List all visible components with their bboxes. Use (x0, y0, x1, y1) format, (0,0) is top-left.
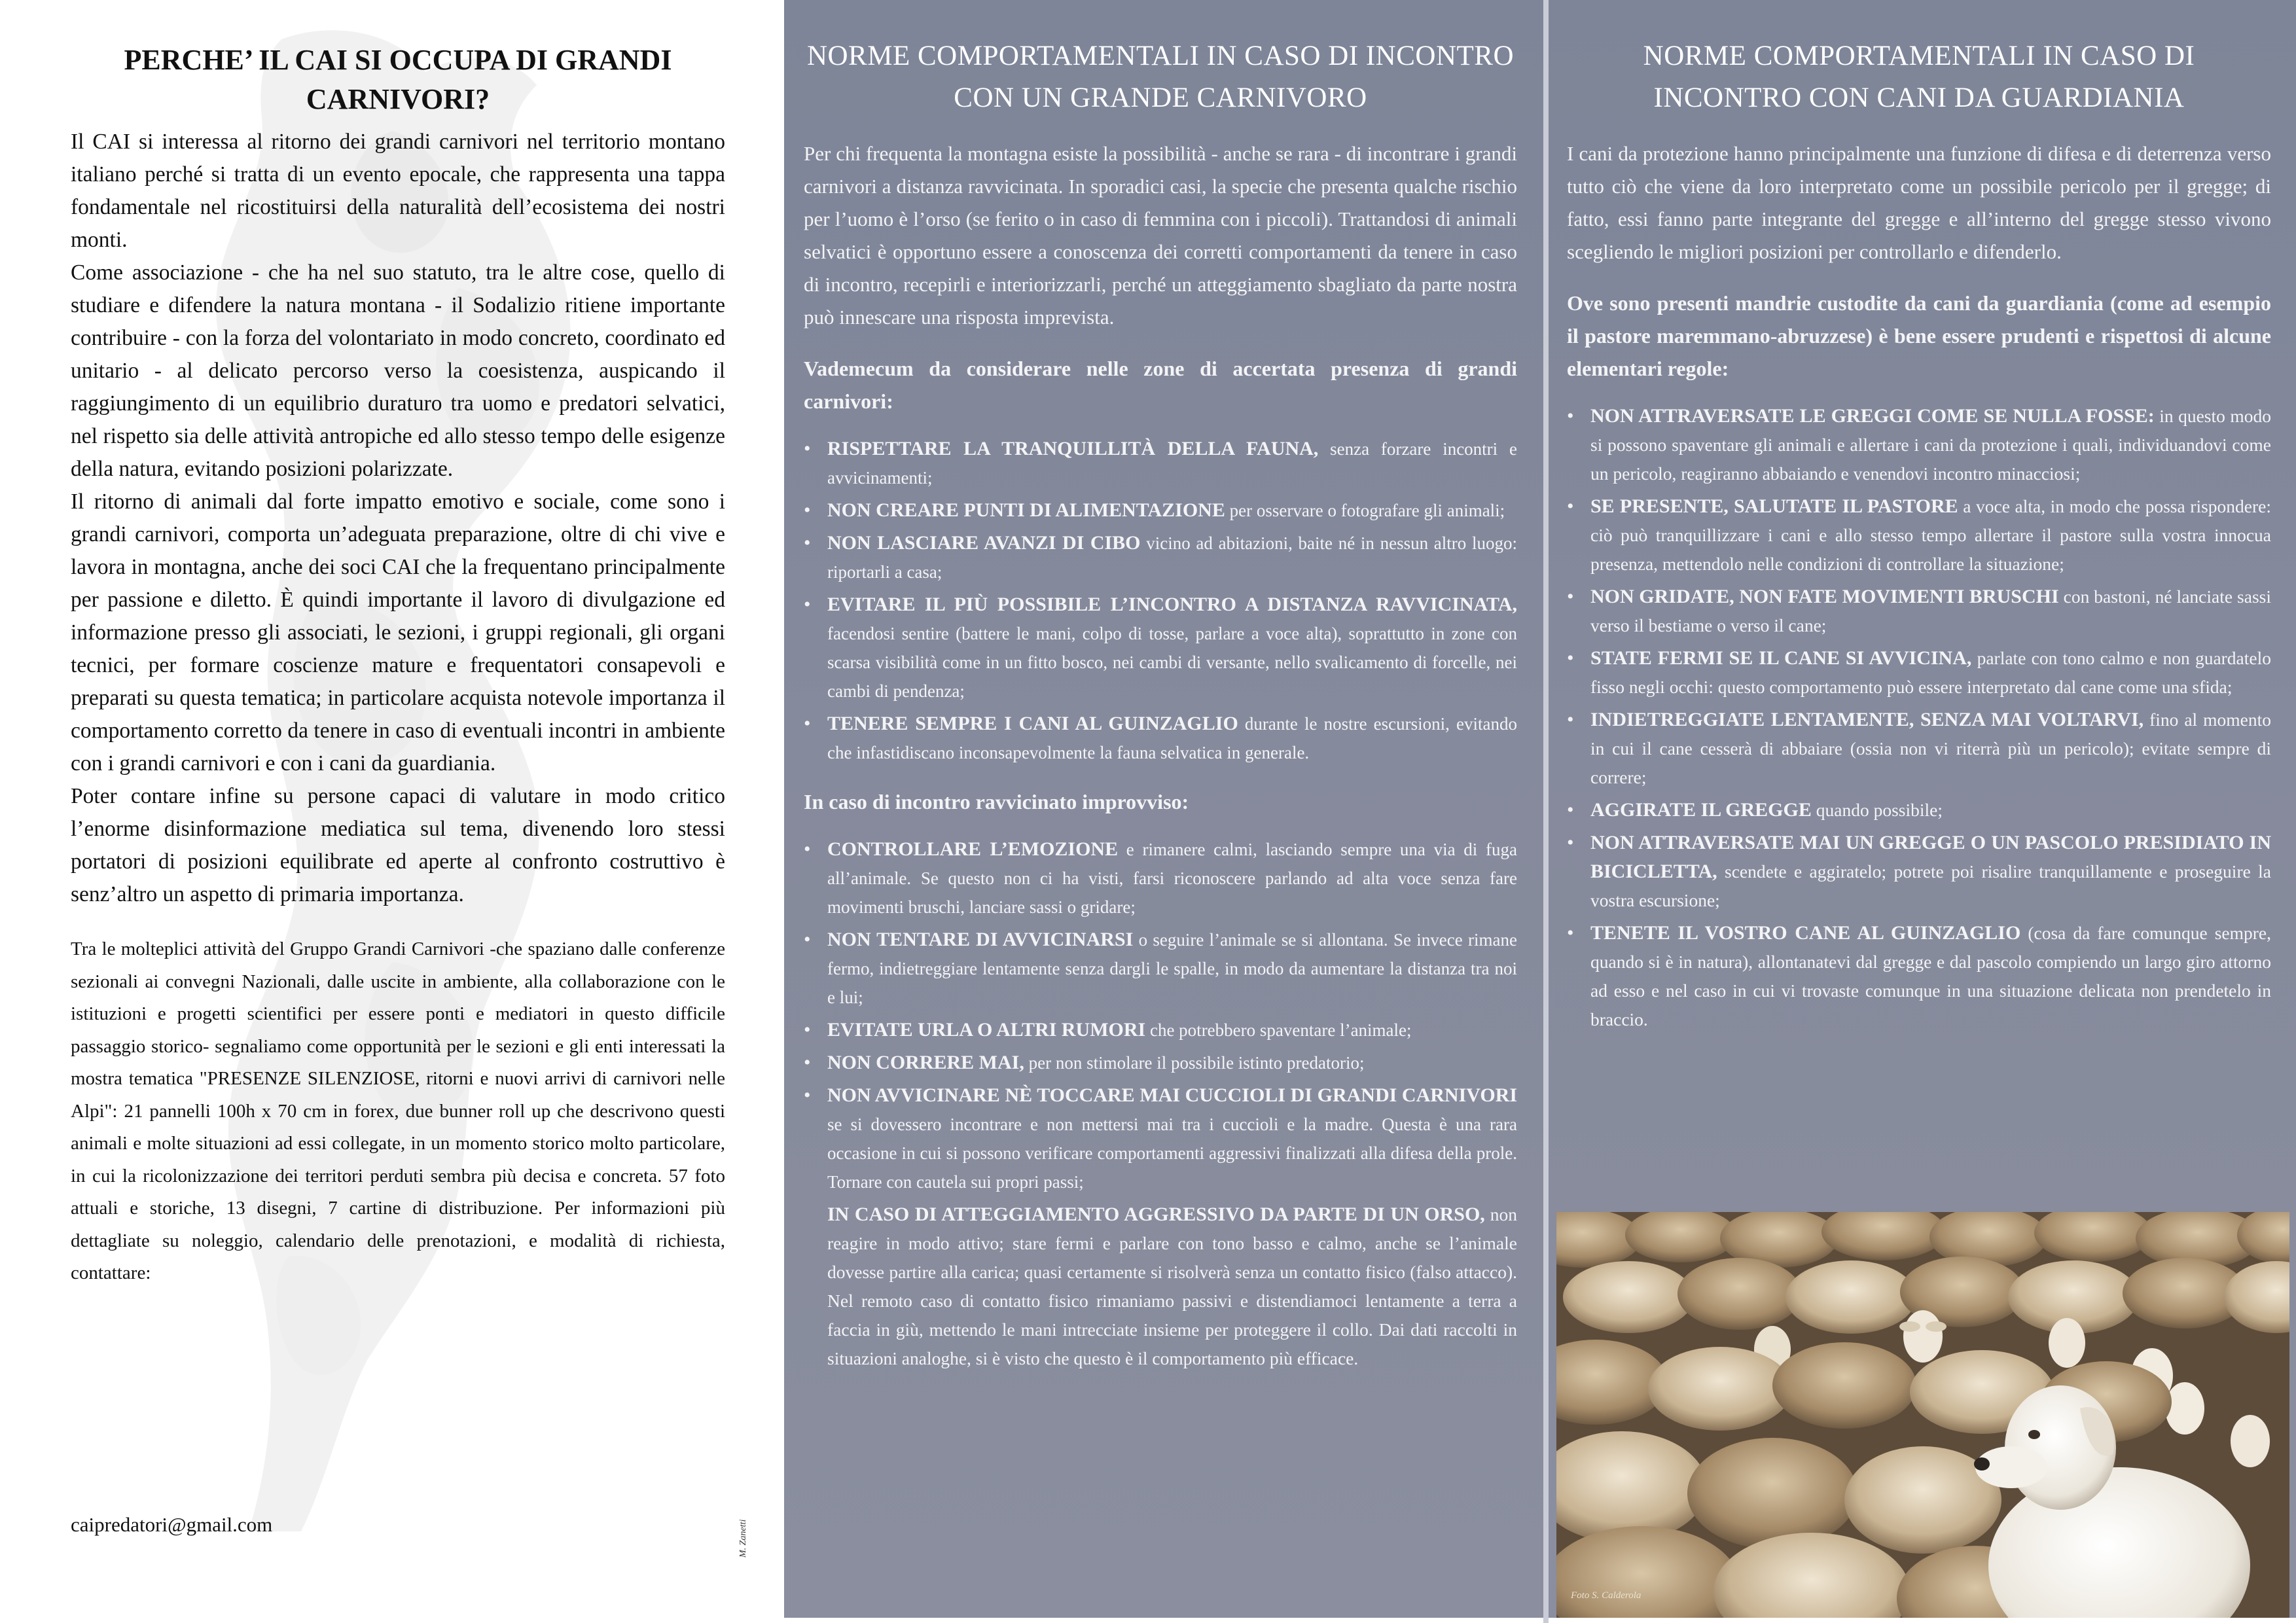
list-item: • NON TENTARE DI AVVICINARSI o seguire l’animale se si allontana. Se invece rimane fermo, indietreggiare lentamente senza dargli le spalle, in modo da aumentare la distanza tra noi e lui; (804, 925, 1517, 1012)
middle-content (804, 35, 1517, 1373)
left-paragraph-2: Come associazione - che ha nel suo statuto, tra le altre cose, quello di studiare e difendere la natura montana - il Sodalizio ritiene importante contribuire - con la forza del volontariato in modo concreto, coordinato ed unitario - al delicato percorso verso la coesistenza, auspicando il raggiungimento di un equilibrio duraturo tra uomo e predatori selvatici, nel rispetto sia delle attività antropiche ed allo stesso tempo delle esigenze della natura, evitando posizioni polarizzate. (71, 260, 725, 481)
middle-intro: Per chi frequenta la montagna esiste la possibilità - anche se rara - di incontrare i grandi carnivori a distanza ravvicinata. In sporadici casi, la specie che presenta qualche rischio per l’uomo è l’orso (se ferito o in caso di femmina con i piccoli). Trattandosi di animali selvatici è opportuno essere a conoscenza dei corretti comportamenti da tenere in caso di incontro, recepirli e interiorizzarli, perché un atteggiamento sbagliato da parte nostra può innescare una risposta imprevista. (804, 142, 1517, 329)
list-item: • CONTROLLARE L’EMOZIONE e rimanere calmi, lasciando sempre una via di fuga all’animale. Se questo non ci ha visti, farsi riconoscere parlando ad alta voce senza fare movimenti bruschi, lanciare sassi o gridare; (804, 835, 1517, 921)
fold-line (1543, 0, 1549, 1623)
bullet-icon: • (804, 929, 811, 950)
right-intro: I cani da protezione hanno principalmente una funzione di difesa e di deterrenza verso tutto ciò che viene da loro interpretato come un possibile pericolo per il gregge; di fatto, essi fanno parte integrante del gregge e all’interno del gregge stesso vivono scegliendo le migliori posizioni per controllarlo e difenderlo. (1567, 142, 2271, 263)
left-paragraph-4: Poter contare infine su persone capaci di valutare in modo critico l’enorme disinformazione mediatica sul tema, divenendo loro stessi portatori di posizioni equilibrate ed aperte al confronto costruttivo è senz’altro un aspetto di primaria importanza. (71, 784, 725, 906)
list-item: • AGGIRATE IL GREGGE quando possibile; (1567, 796, 2271, 825)
rules-list (1567, 402, 2271, 1034)
bullet-icon: • (804, 532, 811, 554)
photo-credit: Foto S. Calderola (1571, 1590, 1641, 1601)
list-item: • NON LASCIARE AVANZI DI CIBO vicino ad abitazioni, baite né in nessun altro luogo: riportarli a casa; (804, 529, 1517, 586)
bullet-icon: • (1567, 586, 1574, 607)
list-item: • NON CREARE PUNTI DI ALIMENTAZIONE per osservare o fotografare gli animali; (804, 496, 1517, 525)
bullet-icon: • (804, 838, 811, 860)
right-title: NORME COMPORTAMENTALI IN CASO DI INCONTRO CON CANI DA GUARDIANIA (1643, 41, 2195, 113)
list-item: • NON ATTRAVERSATE LE GREGGI COME SE NULLA FOSSE: in questo modo si possono spaventare gli animali e allertare i cani da protezione i quali, individuandovi come un pericolo, reagiranno abbaiando e venendovi incontro minacciosi; (1567, 402, 2271, 488)
left-content (71, 41, 725, 1290)
list-item: • NON CORRERE MAI, per non stimolare il possibile istinto predatorio; (804, 1048, 1517, 1077)
encounter-heading: In caso di incontro ravvicinato improvviso: (804, 790, 1189, 813)
middle-panel (784, 0, 1543, 1618)
contact-email[interactable]: caipredatori@gmail.com (71, 1513, 273, 1536)
bullet-icon: • (804, 1019, 811, 1041)
list-item: • NON GRIDATE, NON FATE MOVIMENTI BRUSCHI con bastoni, né lanciate sassi verso il bestiame o verso il cane; (1567, 582, 2271, 640)
bullet-icon: • (804, 713, 811, 734)
bullet-icon: • (804, 438, 811, 459)
list-item: • INDIETREGGIATE LENTAMENTE, SENZA MAI VOLTARVI, fino al momento in cui il cane cesserà di abbaiare (ossia non vi riterrà più un pericolo); evitate sempre di correre; (1567, 705, 2271, 792)
bullet-icon: • (1567, 495, 1574, 517)
list-item: • TENERE SEMPRE I CANI AL GUINZAGLIO durante le nostre escursioni, evitando che infastidiscano inconsapevolmente la fauna selvatica in generale. (804, 709, 1517, 767)
left-panel (0, 0, 784, 1623)
encounter-list (804, 835, 1517, 1196)
vademecum-heading: Vademecum da considerare nelle zone di accertata presenza di grandi carnivori: (804, 357, 1517, 413)
bullet-icon: • (1567, 799, 1574, 821)
bullet-icon: • (1567, 647, 1574, 669)
list-item: • EVITATE URLA O ALTRI RUMORI che potrebbero spaventare l’animale; (804, 1016, 1517, 1044)
list-item: • SE PRESENTE, SALUTATE IL PASTORE a voce alta, in modo che possa rispondere: ciò può tranquillizzare i cani e allo stesso tempo allertare il pastore sulla vostra innocua presenza, mettendolo nelle condizioni di controllare la situazione; (1567, 492, 2271, 579)
list-item: • NON ATTRAVERSATE MAI UN GREGGE O UN PASCOLO PRESIDIATO IN BICICLETTA, scendete e aggiratelo; potrete poi risalire tranquillamente e proseguire la vostra escursione; (1567, 829, 2271, 915)
right-content (1567, 35, 2271, 1038)
sheep-flock-photo (1556, 1212, 2289, 1618)
list-item: • STATE FERMI SE IL CANE SI AVVICINA, parlate con tono calmo e non guardatelo fisso negli occhi: questo comportamento può essere interpretato dal cane come una sfida; (1567, 644, 2271, 702)
bullet-icon: • (804, 594, 811, 615)
bullet-icon: • (1567, 922, 1574, 944)
left-paragraph-1: Il CAI si interessa al ritorno dei grandi carnivori nel territorio montano italiano perché si tratta di un evento epocale, che rappresenta una tappa fondamentale nel ricostituirsi della naturalità dell’ecosistema dei nostri monti. (71, 130, 725, 252)
bullet-icon: • (804, 1052, 811, 1073)
list-item: • RISPETTARE LA TRANQUILLITÀ DELLA FAUNA, senza forzare incontri e avvicinamenti; (804, 435, 1517, 492)
list-item: • NON AVVICINARE NÈ TOCCARE MAI CUCCIOLI DI GRANDI CARNIVORI se si dovessero incontrare e non mettersi mai tra i cuccioli e la madre. Questa è una rara occasione in cui si possono verificare comportamenti aggressivi finalizzati alla difesa della prole. Tornare con cautela sui propri passi; (804, 1081, 1517, 1196)
activities-paragraph: Tra le molteplici attività del Gruppo Grandi Carnivori -che spaziano dalle conferenze sezionali ai convegni Nazionali, dalle uscite in ambiente, alla collaborazione con le istituzioni e progetti scientifici per essere ponti e mediatori in questo difficile passaggio storico- segnaliamo come opportunità per le sezioni e gli enti interessati la mostra tematica "PRESENZE SILENZIOSE, ritorni e nuovi arrivi di carnivori nelle Alpi": 21 pannelli 100h x 70 cm in forex, due bunner roll up che descrivono questi animali e molte situazioni ad essi collegate, in un momento storico molto particolare, in cui la ricolonizzazione dei territori perduti sembra più decisa e concreta. 57 foto attuali e storiche, 13 disegni, 7 cartine di distribuzione. Per informazioni più dettagliate su noleggio, calendario delle prenotazioni, e modalità di richiesta, contattare: (71, 938, 725, 1283)
bullet-icon: • (1567, 405, 1574, 427)
bullet-icon: • (804, 499, 811, 521)
middle-title: NORME COMPORTAMENTALI IN CASO DI INCONTRO CON UN GRANDE CARNIVORO (806, 41, 1515, 113)
list-item: • TENETE IL VOSTRO CANE AL GUINZAGLIO (cosa da fare comunque sempre, quando si è in natura), allontanatevi dal gregge e dal pascolo compiendo un largo giro attorno ad esso e nel caso in cui vi trovaste comunque in una situazione delicata non prendetelo in braccio. (1567, 919, 2271, 1034)
bear-aggression-note: IN CASO DI ATTEGGIAMENTO AGGRESSIVO DA PARTE DI UN ORSO, non reagire in modo attivo; stare fermi e parlare con tono basso e calmo, anche se l’animale dovesse partire alla carica; quasi certamente si risolverà senza un contatto fisico (falso attacco). Nel remoto caso di contatto fisico rimaniamo passivi e distendiamoci lentamente a terra a faccia in giù, mettendo le mani intrecciate insieme per proteggere il collo. Dai dati raccolti in situazioni analoghe, si è visto che questo è il comportamento più efficace. (827, 1204, 1518, 1368)
illustration-credit: M. Zanetti (738, 1519, 748, 1558)
list-item: • EVITARE IL PIÙ POSSIBILE L’INCONTRO A DISTANZA RAVVICINATA, facendosi sentire (battere le mani, colpo di tosse, parlare a voce alta), soprattutto in zone con scarsa visibilità come in un fitto bosco, nei cambi di versante, nello svalicamento di forcelle, nei cambi di pendenza; (804, 590, 1517, 705)
bullet-icon: • (804, 1084, 811, 1106)
sheep-photo-illustration (1556, 1212, 2289, 1618)
vademecum-list (804, 435, 1517, 767)
bullet-icon: • (1567, 709, 1574, 730)
bullet-icon: • (1567, 832, 1574, 853)
left-paragraph-3: Il ritorno di animali dal forte impatto emotivo e sociale, come sono i grandi carnivori, comporta un’adeguata preparazione, oltre di chi vive e lavora in montagna, anche dei soci CAI che la frequentano principalmente per passione e diletto. È quindi importante il lavoro di divulgazione ed informazione presso gli associati, le sezioni, i gruppi regionali, gli organi tecnici, per formare coscienze mature e frequentatori consapevoli e preparati su questa tematica; in particolare acquista notevole importanza il comportamento corretto da tenere in caso di eventuali incontri in ambiente con i grandi carnivori e con i cani da guardiania. (71, 490, 725, 776)
left-title: PERCHE’ IL CAI SI OCCUPA DI GRANDI CARNIVORI? (124, 44, 672, 115)
rules-heading: Ove sono presenti mandrie custodite da cani da guardiania (come ad esempio il pastore maremmano-abruzzese) è bene essere prudenti e rispettosi di alcune elementari regole: (1567, 291, 2271, 380)
